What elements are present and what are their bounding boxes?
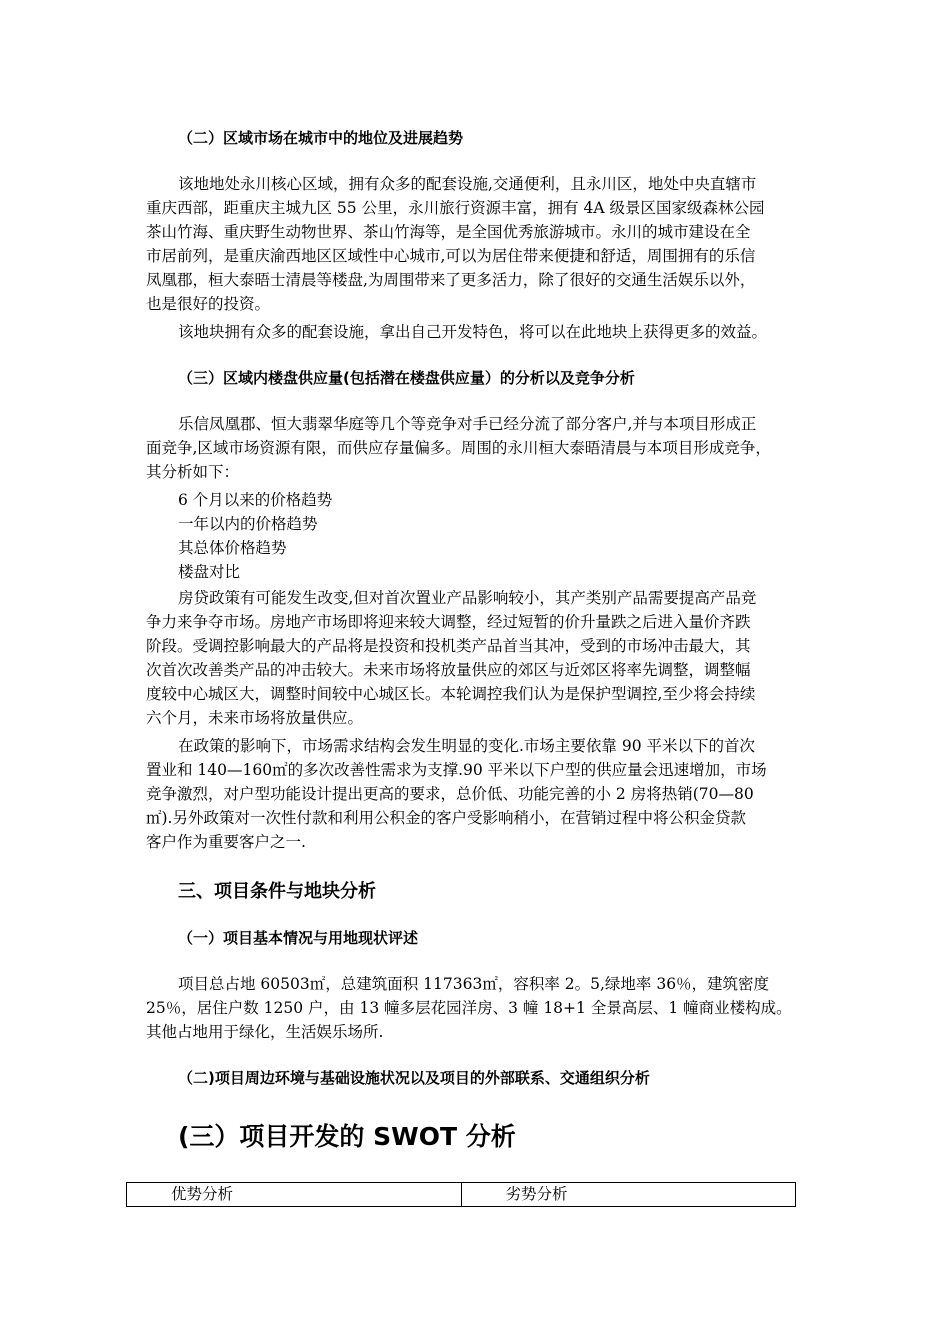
paragraph-line: 次首次改善类产品的冲击较大。未来市场将放量供应的郊区与近郊区将率先调整，调整幅 [146,661,751,679]
paragraph-line: ㎡).另外政策对一次性付款和利用公积金的客户受影响稍小，在营销过程中将公积金贷款 [146,809,746,827]
paragraph-line: 市居前列，是重庆渝西地区区域性中心城市,可以为居住带来便捷和舒适，周围拥有的乐信 [146,247,756,265]
subsection-heading-basic-info: （一）项目基本情况与用地现状评述 [178,929,419,947]
swot-header-strengths: 优势分析 [171,1185,234,1203]
swot-table [126,1182,796,1207]
section-heading-market-position: （二）区域市场在城市中的地位及进展趋势 [178,129,464,147]
paragraph-line: 茶山竹海、重庆野生动物世界、茶山竹海等，是全国优秀旅游城市。永川的城市建设在全 [146,223,751,241]
section-heading-supply: （三）区域内楼盘供应量(包括潜在楼盘供应量）的分析以及竞争分析 [178,369,635,387]
paragraph-line: 六个月，未来市场将放量供应。 [146,709,364,727]
subsection-heading-swot: (三）项目开发的 SWOT 分析 [178,1122,516,1151]
paragraph-line: 竞争激烈，对户型功能设计提出更高的要求，总价低、功能完善的小 2 房将热销(70—80 [146,785,754,803]
paragraph-line: 置业和 140—160㎡的多次改善性需求为支撑.90 平米以下户型的供应量会迅速增加，市场 [146,761,767,779]
paragraph-line: 该地块拥有众多的配套设施，拿出自己开发特色，将可以在此地块上获得更多的效益。 [178,323,768,341]
paragraph-line: 在政策的影响下，市场需求结构会发生明显的变化.市场主要依靠 90 平米以下的首次 [178,737,756,755]
paragraph-line: 该地地处永川核心区域，拥有众多的配套设施,交通便利，且永川区，地处中央直辖市 [178,175,757,193]
section-heading-project: 三、项目条件与地块分析 [178,881,376,902]
list-item: 楼盘对比 [178,563,241,581]
list-item: 其总体价格趋势 [178,539,287,557]
paragraph-line: 阶段。受调控影响最大的产品将是投资和投机类产品首当其冲，受到的市场冲击最大，其 [146,637,751,655]
list-item: 6 个月以来的价格趋势 [178,491,333,509]
paragraph-line: 房贷政策有可能发生改变,但对首次置业产品影响较小，其产类别产品需要提高产品竞 [178,589,757,607]
subsection-heading-environment: （二)项目周边环境与基础设施状况以及项目的外部联系、交通组织分析 [178,1069,650,1087]
swot-header-weaknesses: 劣势分析 [461,1183,796,1206]
paragraph-line: 其他占地用于绿化，生活娱乐场所. [146,1023,384,1041]
paragraph-line: 25％，居住户数 1250 户，由 13 幢多层花园洋房、3 幢 18+1 全景高层、1 幢商业楼构成。 [146,999,792,1017]
paragraph-line: 凤凰郡，桓大泰晤士清晨等楼盘,为周围带来了更多活力，除了很好的交通生活娱乐以外， [146,271,756,289]
paragraph-line: 乐信凤凰郡、恒大翡翠华庭等几个等竞争对手已经分流了部分客户,并与本项目形成正 [178,415,757,433]
paragraph-line: 也是很好的投资。 [146,295,271,313]
paragraph-line: 面竞争,区域市场资源有限，而供应存量偏多。周围的永川桓大泰晤清晨与本项目形成竞争， [146,439,771,457]
paragraph-line: 重庆西部，距重庆主城九区 55 公里，永川旅行资源丰富，拥有 4A 级景区国家级森林公园 [146,199,765,217]
paragraph-line: 度较中心城区大，调整时间较中心城区长。本轮调控我们认为是保护型调控,至少将会持续 [146,685,756,703]
paragraph-line: 其分析如下： [146,463,240,481]
paragraph-line: 客户作为重要客户之一. [146,833,306,851]
paragraph-line: 争力来争夺市场。房地产市场即将迎来较大调整，经过短暂的价升量跌之后进入量价齐跌 [146,613,751,631]
list-item: 一年以内的价格趋势 [178,515,318,533]
paragraph-line: 项目总占地 60503㎡，总建筑面积 117363㎡，容积率 2。5,绿地率 36％，建筑密度 [178,975,770,993]
